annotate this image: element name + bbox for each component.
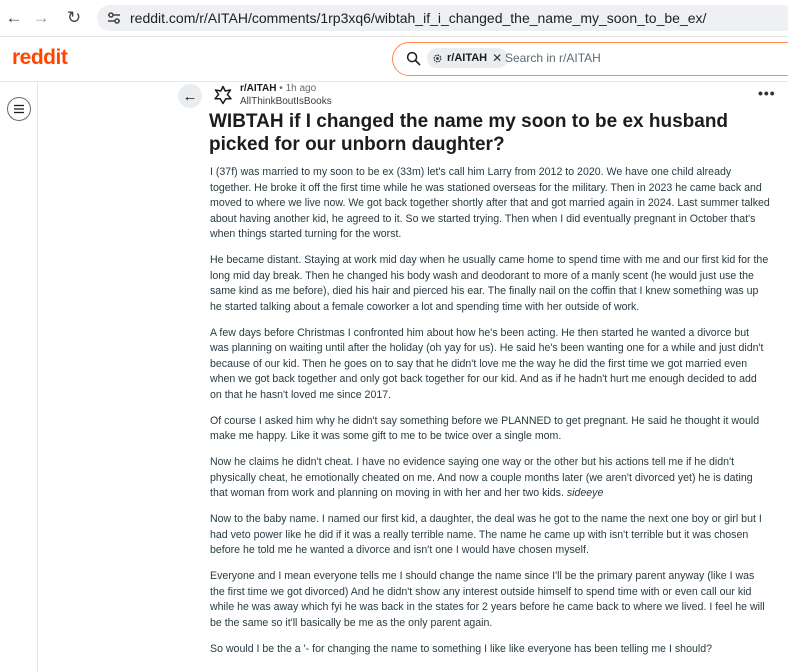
post-overflow-menu[interactable] [758,85,776,101]
post-author[interactable]: AllThinkBoutIsBooks [240,96,332,107]
subreddit-avatar-icon[interactable] [212,84,234,106]
post-paragraph: I (37f) was married to my soon to be ex (33m) let's call him Larry from 2012 to 2020. We have one child already together. He broke it off the first time while he was stationed overseas for the military. Then in 2023 he came back and moved to where we live now. We got back together shortly after that and got married again in 2024. Last summer talked about having another kid, he agreed to it. So we started trying. Then when I did eventually pregnant in October that's when things started turning for the worst. [210,166,770,240]
url-host: reddit.com [130,10,196,26]
post-back-button[interactable] [178,84,202,108]
reload-icon: ↻ [66,8,82,27]
search-icon [406,51,421,66]
post-paragraph: Of course I asked him why he didn't say something before we PLANNED to get pregnant. He said he thought it would make me happy. Like it was some gift to me to be twice over a single mom. [210,414,760,442]
post-paragraph: A few days before Christmas I confronted him about how he's been acting. He then started he wanted a divorce but was planning on waiting until after the holiday (oh yay for us). He said he's been wanting one for a while and just didn't because of our kid. Then he goes on to say that he didn't love me the way he did the first time we got married even when we got back together and only got back together for our kid. And as if he hadn't hurt me enough decided to add on that he hasn't loved me since 2017. [210,326,764,401]
arrow-left-icon: ← [5,8,23,27]
post-paragraph [210,455,770,502]
search-placeholder: Search in r/AITAH [505,51,601,65]
subreddit-link[interactable]: r/AITAH [240,83,277,94]
url-path: /r/AITAH/comments/1rp3xq6/wibtah_if_i_changed_the_name_my_soon_to_be_ex/ [195,10,707,26]
left-sidebar [0,82,38,672]
post-paragraph: Now to the baby name. I named our first kid, a daughter, the deal was he got to the name the next one boy or girl but I had veto power like he did if it was a really terrible name. The name he came up with isn't terrible but it was chosen before he told me he wanted a divorce and isn't one I would have chosen myself. [210,513,762,556]
address-bar[interactable] [97,5,788,31]
browser-toolbar [0,0,788,37]
arrow-left-icon: ← [182,87,198,105]
tune-icon[interactable] [105,9,123,27]
url-text[interactable] [130,10,706,26]
post-paragraph: He became distant. Staying at work mid day when he usually came home to spend time with me and our first kid for the long mid day break. Then he changed his body wash and deodorant to more of a manly scent (he would just use the same kind as me before), died his hair and pierced his ear. The finally nail on the coffin that I knew something was up he started talking about a female coworker a lot and spending time with her outside of work. [210,254,769,313]
search-bar[interactable] [392,42,788,76]
browser-forward-button[interactable] [30,7,52,29]
post-body [210,165,770,668]
browser-reload-button[interactable] [63,7,85,29]
site-header [0,37,788,82]
arrow-right-icon: → [32,8,50,27]
browser-back-button[interactable] [3,7,25,29]
gear-icon [432,53,443,64]
post-title: WIBTAH if I changed the name my soon to be ex husband picked for our unborn daughter? [209,111,729,155]
more-horizontal-icon: ••• [758,85,776,101]
subreddit-filter-chip[interactable] [427,48,508,68]
post-paragraph: Everyone and I mean everyone tells me I should change the name since I'll be the primary parent anyway (like I was the first time we got divorced) And he didn't show any interest outside himself to spend time with or even call our kid while he was away which fyi he was back in the states for 2 years before he came back to where we lived. I feel he will be the same so it'll basically be me as the only parent again. [210,570,765,629]
post-paragraph: So would I be the a '- for changing the name to something I like like everyone has been telling me I should? [210,642,712,655]
reddit-logo[interactable]: reddit [12,46,68,69]
meta-separator: • [279,83,283,94]
close-icon[interactable]: ✕ [492,51,503,65]
post-age: 1h ago [285,83,317,94]
post-paragraph-text: Now he claims he didn't cheat. I have no evidence saying one way or the other but his actions tell me if he didn't physically cheat, he emotionally cheated on me. And now a couple months later (we aren't divorced yet) he is dating that woman from work and planning on moving in with her and her two kids. [210,456,753,499]
sidebar-toggle-button[interactable] [7,97,31,121]
post-meta [240,83,316,94]
sideeye-text: sideeye [566,487,604,499]
subreddit-chip-label: r/AITAH [447,52,488,64]
menu-icon [13,104,25,114]
